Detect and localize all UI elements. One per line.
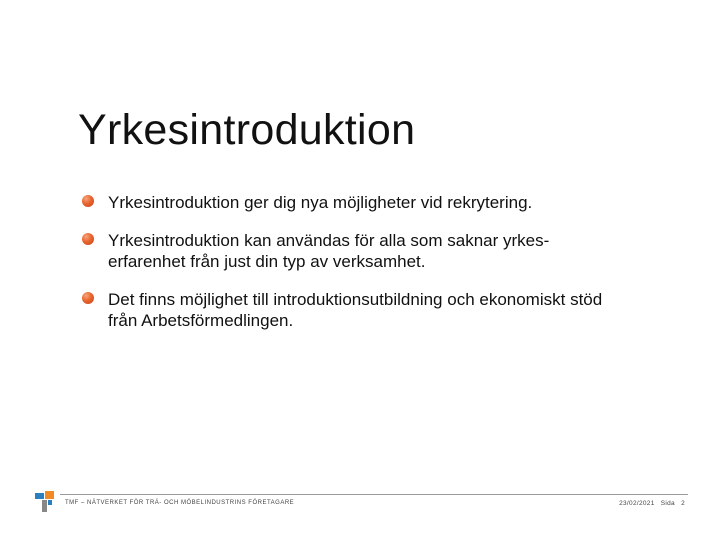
slide-title: Yrkesintroduktion (78, 106, 416, 154)
footer-meta (619, 500, 685, 507)
logo-stem-gray (42, 500, 47, 512)
footer-page-label: Sida (660, 500, 675, 507)
bullet-item (82, 192, 622, 213)
bullet-list (82, 192, 622, 348)
bullet-item (82, 289, 622, 331)
bullet-text: Yrkesintroduktion ger dig nya möjligheter vid rekrytering. (108, 193, 533, 212)
bullet-dot-icon (82, 195, 94, 207)
footer-date: 23/02/2021 (619, 500, 655, 507)
footer-organization: TMF – NÄTVERKET FÖR TRÄ- OCH MÖBELINDUSTRINS FÖRETAGARE (65, 500, 295, 506)
bullet-text: Det finns möjlighet till introduktionsutbildning och ekonomiskt stöd från Arbetsförmedlingen. (108, 290, 603, 330)
bullet-dot-icon (82, 233, 94, 245)
bullet-dot-icon (82, 292, 94, 304)
logo-block-orange (45, 491, 54, 499)
footer-divider (60, 494, 688, 495)
footer-page-number: 2 (681, 500, 685, 507)
logo-block-small (48, 500, 52, 505)
logo-block-blue (35, 493, 44, 499)
bullet-text: Yrkesintroduktion kan användas för alla som saknar yrkes- erfarenhet från just din typ av verksamhet. (108, 231, 550, 271)
tmf-logo-icon (34, 490, 56, 514)
bullet-item (82, 230, 622, 272)
